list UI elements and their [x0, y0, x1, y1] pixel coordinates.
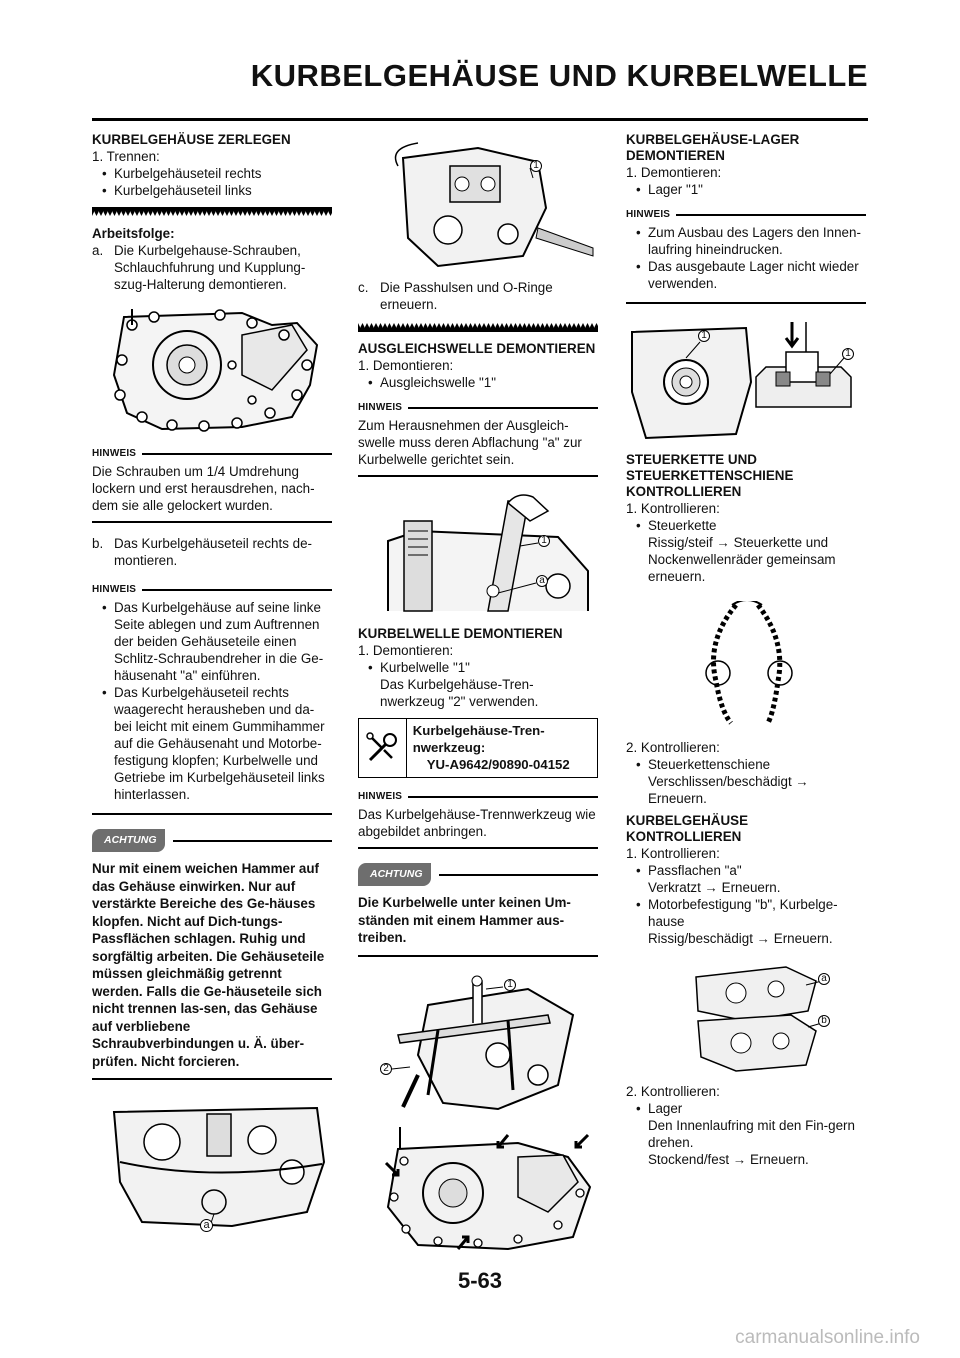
- tool-name: Kurbelgehäuse-Tren-nwerkzeug:: [412, 723, 545, 755]
- section-heading: KURBELGEHÄUSE-LAGER DEMONTIEREN: [626, 132, 800, 163]
- note-bullet: • Das Kurbelgehäuseteil rechts waagerecht herausheben und da-bei leicht mit einem Gummihammer auf die Gehäusenaht und Motorbe-festigung klopfen; Kurbelwelle und Getriebe im Kurbelgehäuseteil links hinterlassen.: [92, 684, 332, 803]
- crankcase-halves-figure: [358, 138, 598, 273]
- balancer-shaft-figure: [358, 491, 598, 616]
- figure-label-2: 2: [380, 1063, 392, 1075]
- column-1: [92, 130, 332, 1242]
- note-box: [358, 788, 598, 849]
- bearing-removal-figure: [626, 322, 866, 442]
- note-box: [626, 206, 866, 304]
- caution-badge: ACHTUNG: [92, 829, 165, 852]
- bullet-detail: Stockend/fest → Erneuern.: [648, 1152, 809, 1167]
- caution-badge: ACHTUNG: [358, 863, 431, 886]
- note-text: Das Kurbelgehäuse-Trennwerkzeug wie abgebildet anbringen.: [358, 807, 596, 839]
- note-box: [92, 445, 332, 523]
- special-tool-box: [358, 718, 598, 778]
- figure-label-a: a: [818, 973, 830, 985]
- bullet: • Lager: [626, 1100, 866, 1117]
- sub-step-label: a.: [92, 243, 104, 258]
- crankcase-bolts-figure: [92, 305, 332, 435]
- note-bullet: • Das Kurbelgehäuse auf seine linke Seite ablegen und zum Auftrennen der beiden Gehäuseteile einen Schlitz-Schraubendreher in die Ge-häusenaht "a" einführen.: [92, 599, 332, 684]
- note-label: HINWEIS: [358, 402, 403, 413]
- note-label: HINWEIS: [358, 791, 403, 802]
- caution-text: Die Kurbelwelle unter keinen Um-ständen mit einem Hammer aus-treiben.: [358, 895, 571, 945]
- bullet: • Kurbelwelle "1": [358, 659, 598, 676]
- bullet: • Passflachen "a": [626, 862, 866, 879]
- note-label: HINWEIS: [92, 584, 137, 595]
- step: 1. Kontrollieren:: [626, 501, 720, 516]
- bullet: • Lager "1": [626, 181, 866, 198]
- sub-step-label: b.: [92, 536, 104, 551]
- bullet: • Motorbefestigung "b", Kurbelge-hause: [626, 896, 866, 930]
- title-rule: [92, 118, 868, 121]
- crankcase-inspection-figure: [626, 961, 866, 1073]
- bullet-detail: Verkratzt → Erneuern.: [648, 880, 781, 895]
- wrench-icon: [359, 719, 407, 777]
- section-heading: KURBELWELLE DEMONTIEREN: [358, 626, 563, 641]
- sub-step-text: Die Kurbelgehause-Schrauben, Schlauchfuhrung und Kupplung-szug-Halterung demontieren.: [114, 243, 306, 292]
- triangle-row-end: [358, 323, 598, 335]
- note-box: [358, 399, 598, 477]
- figure-label-1: 1: [530, 160, 542, 172]
- section-heading: STEUERKETTE UND STEUERKETTENSCHIENE KONTROLLIEREN: [626, 452, 794, 499]
- figure-label-1: 1: [504, 979, 516, 991]
- note-bullet: • Das ausgebaute Lager nicht wieder verwenden.: [626, 258, 866, 292]
- section-heading: KURBELGEHÄUSE ZERLEGEN: [92, 132, 291, 147]
- column-3: [626, 130, 866, 1168]
- section-heading: AUSGLEICHSWELLE DEMONTIEREN: [358, 341, 596, 356]
- figure-label-1: 1: [842, 348, 854, 360]
- sub-step-text: Die Passhulsen und O-Ringe erneuern.: [380, 280, 553, 312]
- note-label: HINWEIS: [626, 209, 671, 220]
- figure-label-b: b: [818, 1015, 830, 1027]
- note-text: Die Schrauben um 1/4 Umdrehung lockern und erst herausdrehen, nach-dem sie alle gelockert wurden.: [92, 464, 315, 513]
- caution-text: Nur mit einem weichen Hammer auf das Gehäuse einwirken. Nur auf verstärkte Bereiche des Ge-häuses klopfen. Nicht auf Dich-tungs-Passflächen schlagen. Ruhig und sorgfältig arbeiten. Die Gehäuseteile müssen gleichmäßig getrennt werden. Falls die Ge-häuseteile sich nicht trennen las-sen, das Gehäuse auf verbliebene Schraubverbindungen u. Ä. über-prüfen. Nicht forcieren.: [92, 861, 325, 1069]
- note-box: [92, 581, 332, 815]
- triangle-row-start: [92, 207, 332, 219]
- crankcase-separator-figure: [358, 975, 598, 1117]
- page-number: 5-63: [457, 1268, 503, 1293]
- column-2: [358, 130, 598, 1263]
- section-heading: KURBELGEHÄUSE KONTROLLIEREN: [626, 813, 749, 844]
- bullet-detail: Den Innenlaufring mit den Fin-gern drehen.: [648, 1118, 855, 1150]
- bullet-detail: Verschlissen/beschädigt → Erneuern.: [648, 774, 809, 806]
- figure-label-1: 1: [538, 535, 550, 547]
- note-bullet: • Zum Ausbau des Lagers den Innen-laufring hineindrucken.: [626, 224, 866, 258]
- step: 1. Demontieren:: [358, 643, 454, 658]
- bullet-detail: Rissig/beschädigt → Erneuern.: [648, 931, 833, 946]
- sub-step: [92, 535, 332, 569]
- cam-chain-figure: [626, 601, 866, 725]
- step: 2. Kontrollieren:: [626, 740, 720, 755]
- note-label: HINWEIS: [92, 448, 137, 459]
- figure-label-a: a: [200, 1219, 213, 1232]
- step: 1. Kontrollieren:: [626, 846, 720, 861]
- sub-step-text: Das Kurbelgehäuseteil rechts de-montieren.: [114, 536, 312, 568]
- bullet: • Kurbelgehäuseteil links: [92, 182, 332, 199]
- watermark: carmanualsonline.info: [735, 1327, 920, 1348]
- crankcase-bolt-arrows-figure: [358, 1127, 598, 1253]
- bullet: • Steuerkettenschiene: [626, 756, 866, 773]
- tool-code: YU-A9642/90890-04152: [426, 757, 570, 772]
- page-title: KURBELGEHÄUSE UND KURBELWELLE: [250, 58, 868, 93]
- step: 1. Demontieren:: [626, 165, 722, 180]
- sub-step-label: c.: [358, 280, 369, 295]
- step: 2. Kontrollieren:: [626, 1084, 720, 1099]
- bullet: • Steuerkette: [626, 517, 866, 534]
- step: 1. Trennen:: [92, 149, 160, 164]
- procedure-label: Arbeitsfolge:: [92, 226, 175, 241]
- note-text: Zum Herausnehmen der Ausgleich-swelle muss deren Abflachung "a" zur Kurbelwelle gerichtet sein.: [358, 418, 582, 467]
- caution-box: [358, 863, 598, 957]
- bullet: • Ausgleichswelle "1": [358, 374, 598, 391]
- figure-label-a: a: [536, 575, 548, 587]
- bullet-detail: Rissig/steif → Steuerkette und Nockenwellenräder gemeinsam erneuern.: [648, 535, 836, 584]
- sub-step: [358, 279, 598, 313]
- bullet-detail: Das Kurbelgehäuse-Tren-nwerkzeug "2" verwenden.: [380, 677, 539, 709]
- step: 1. Demontieren:: [358, 358, 454, 373]
- crankcase-seam-figure: [92, 1102, 332, 1232]
- caution-box: [92, 829, 332, 1080]
- figure-label-1: 1: [698, 330, 710, 342]
- bullet: • Kurbelgehäuseteil rechts: [92, 165, 332, 182]
- sub-step: [92, 242, 332, 293]
